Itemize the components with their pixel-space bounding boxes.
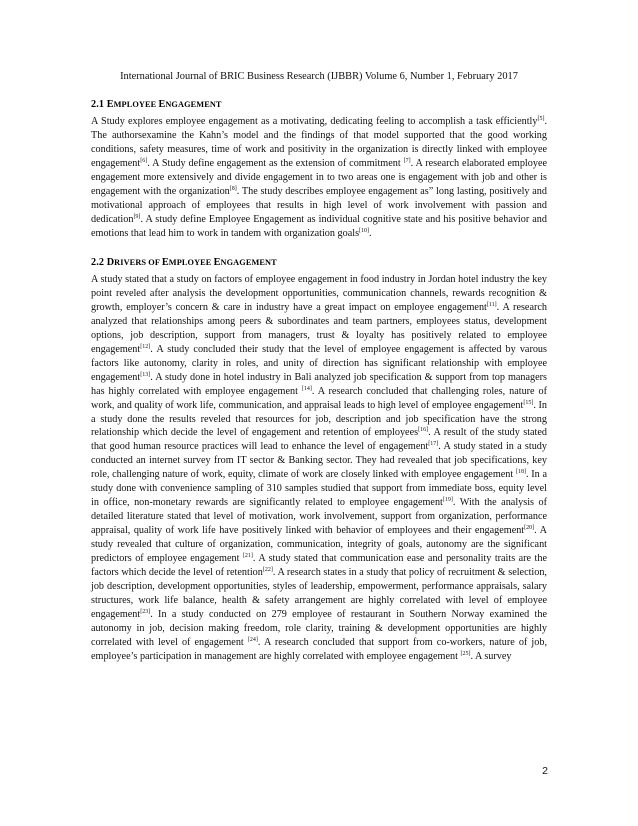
citation-marker: [17]	[428, 441, 439, 448]
section-title-part: NGAGEMENT	[220, 258, 277, 267]
citation-marker: [10]	[359, 227, 370, 234]
section-title-part: NGAGEMENT	[165, 100, 222, 109]
section-title-part: E	[213, 257, 221, 268]
citation-marker: [12]	[140, 343, 151, 350]
section-heading-employee-engagement	[91, 98, 549, 111]
running-head: International Journal of BRIC Business Research (IJBBR) Volume 6, Number 1, February 2017	[120, 71, 518, 82]
citation-marker: [19]	[442, 497, 453, 504]
section-title-part: MPLOYEE	[113, 100, 159, 109]
section-title-part: E	[106, 99, 114, 110]
section-title-part: MPLOYEE	[168, 258, 214, 267]
citation-marker: [8]	[229, 185, 237, 192]
citation-marker: [18]	[515, 469, 526, 476]
citation-marker: [23]	[140, 608, 151, 615]
citation-marker: [22]	[262, 567, 273, 574]
section-title-part: D	[106, 257, 115, 268]
section-title-part: E	[161, 257, 169, 268]
section-title-part: RIVERS OF	[114, 258, 162, 267]
section-title	[107, 257, 277, 268]
citation-marker: [15]	[523, 399, 534, 406]
citation-marker: [5]	[537, 116, 545, 122]
section-heading-drivers-of-employee-engagement	[91, 256, 549, 269]
section-number: 2.1	[91, 99, 105, 110]
citation-marker: [24]	[247, 636, 258, 643]
section-title-part: E	[158, 99, 166, 110]
citation-marker: [6]	[140, 157, 148, 164]
paragraph-drivers-of-employee-engagement: A study stated that a study on factors of employee engagement in food industry in Jordan hotel industry the key point reveled after analysis the development opportunities, communication channels, rewards recognition & growth, employer’s concern & care in industry have a great impact on employee engagement[11]. A research analyzed that relationships among peers & subordinates and team partners, employees status, development options, job description, support from managers, trust & loyalty has positively related to employee engagement[12]. A study concluded their study that the level of employee engagement is affected by varous factors like autonomy, clarity in roles, and unity of direction has significant relationship with employee engagement[13]. A study done in hotel industry in Bali analyzed job specification & support from top managers has highly correlated with employee engagement [14]. A research concluded that challenging roles, nature of work, and quality of work life, communication, and appraisal leads to high level of employee engagement[15]. In a study done the results reveled that resources for job, description and job specification have the strong relationship which decide the level of engagement and retention of employees[16]. A result of the study stated that good human resource practices will lead to enhance the level of engagement[17]. A study stated in a study conducted an internet survey from IT sector & Banking sector. They had revealed that job specifications, key role, challenging nature of work, equity, climate of work are closely linked with employee engagement [18]. In a study done with convenience sampling of 310 samples studied that support from immediate boss, equity level in office, non-monetary rewards are significantly related to employee engagement[19]. With the analysis of detailed literature stated that level of motivation, work involvement, support from organization, performance appraisal, quality of work life have positively linked with behavior of employees and their engagement[20]. A study revealed that culture of organization, communication, integrity of goals, autonomy are the significant predictors of employee engagement [21]. A study stated that communication ease and personality traits are the factors which decide the level of retention[22]. A research states in a study that policy of recruitment & selection, job description, development opportunities, styles of leadership, empowerment, performance appraisals, salary structures, work life balance, health & safety arrangement are highly correlated with level of employee engagement[23]. In a study conducted on 279 employee of restaurant in Southern Norway examined the autonomy in job, decision making freedom, role clarity, training & development opportunities are highly correlated with level of engagement [24]. A research concluded that support from co-workers, nature of job, employee’s participation in management are highly correlated with employee engagement [25]. A survey	[91, 274, 548, 662]
citation-marker: [21]	[242, 553, 253, 560]
section-number: 2.2	[91, 257, 105, 268]
citation-marker: [11]	[486, 301, 497, 308]
citation-marker: [14]	[301, 385, 312, 392]
citation-marker: [25]	[460, 650, 471, 657]
citation-marker: [16]	[418, 427, 429, 434]
citation-marker: [7]	[403, 157, 411, 164]
citation-marker: [20]	[524, 525, 535, 532]
page-number: 2	[542, 765, 548, 777]
paragraph-employee-engagement: A Study explores employee engagement as a motivating, dedicating feeling to accomplish a task efficiently[5]. The authorsexamine the Kahn’s model and the findings of that model supported that the good working conditions, safety measures, time of work and positivity in the organization is directly linked with employee engagement[6]. A Study define engagement as the extension of commitment [7]. A research elaborated employee engagement more extensively and divide engagement in to two areas one is engagement with job and other is engagement with the organization[8]. The study describes employee engagement as” long lasting, positively and motivational approach of employees that results in high level of work involvement with passion and dedication[9]. A study define Employee Engagement as individual cognitive state and his positive behavior and emotions that lead him to work in tandem with organization goals[10].	[91, 116, 547, 239]
section-title	[107, 99, 222, 110]
citation-marker: [9]	[133, 213, 141, 220]
citation-marker: [13]	[140, 371, 151, 378]
